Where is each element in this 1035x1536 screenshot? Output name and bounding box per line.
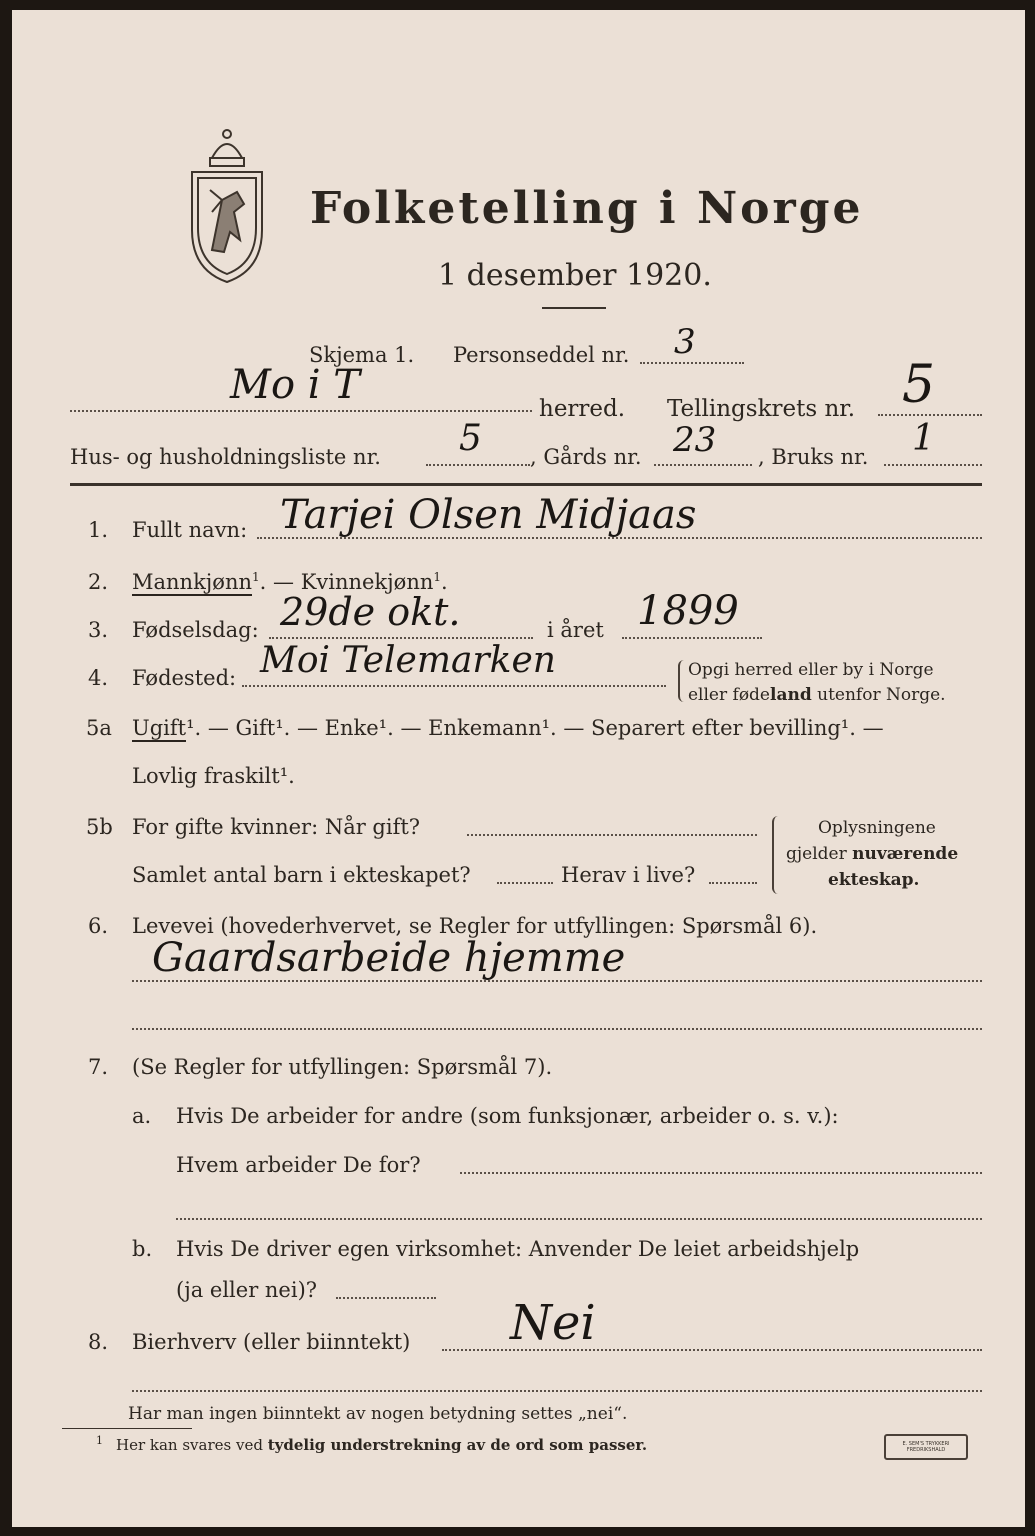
q4-note-line2: eller fødeland utenfor Norge. xyxy=(688,685,946,705)
q5b-gift-line[interactable] xyxy=(467,834,757,836)
q6-label: Levevei (hovederhvervet, se Regler for utfyllingen: Spørsmål 6). xyxy=(132,914,818,938)
q3-label: Fødselsdag: xyxy=(132,618,259,642)
q7b-sub: (ja eller nei)? xyxy=(176,1278,318,1302)
q1-number: 1. xyxy=(88,518,109,542)
footnote-mark: 1 xyxy=(96,1434,103,1447)
q8-number: 8. xyxy=(88,1330,109,1354)
q5b-note-brace xyxy=(772,816,782,894)
title-divider xyxy=(542,307,606,309)
herred-label: herred. xyxy=(539,396,626,422)
q5b-label3: Herav i live? xyxy=(561,863,696,887)
q5b-barn-line[interactable] xyxy=(497,882,553,884)
q2-kvinnekjonn[interactable]: Kvinnekjønn xyxy=(300,570,434,594)
q5b-number: 5b xyxy=(86,815,113,839)
gards-line[interactable] xyxy=(654,464,752,466)
footnote-rule xyxy=(62,1428,192,1429)
q5b-label1: For gifte kvinner: Når gift? xyxy=(132,815,421,839)
nei-note: Har man ingen biinntekt av nogen betydning settes „nei“. xyxy=(128,1404,628,1424)
personseddel-label: Personseddel nr. xyxy=(453,343,630,367)
q7a-line1[interactable] xyxy=(460,1172,982,1174)
q7b-line[interactable] xyxy=(336,1297,436,1299)
printer-stamp: E. SEM'S TRYKKERI FREDRIKSHALD xyxy=(884,1434,968,1460)
q7a-label: Hvis De arbeider for andre (som funksjonær, arbeider o. s. v.): xyxy=(176,1104,839,1128)
q6-line2[interactable] xyxy=(132,1028,982,1030)
q4-value: Moi Telemarken xyxy=(260,640,556,681)
skjema-label: Skjema 1. xyxy=(309,343,415,367)
q6-line1[interactable] xyxy=(132,980,982,982)
tellingskrets-label: Tellingskrets nr. xyxy=(667,396,856,422)
q6-value: Gaardsarbeide hjemme xyxy=(152,935,626,981)
q5a-line2: Lovlig fraskilt¹. xyxy=(132,764,295,788)
q4-note-line1: Opgi herred eller by i Norge xyxy=(688,660,934,680)
q7-number: 7. xyxy=(88,1055,109,1079)
q3-value: 29de okt. xyxy=(280,590,461,634)
q5a-ugift[interactable]: Ugift xyxy=(132,716,187,740)
q2-number: 2. xyxy=(88,570,109,594)
q5b-note3: ekteskap. xyxy=(828,870,920,890)
coat-of-arms-icon xyxy=(182,120,272,290)
q7b-letter: b. xyxy=(132,1237,153,1261)
q4-line[interactable] xyxy=(242,685,666,687)
q5b-note1: Oplysningene xyxy=(818,818,936,838)
q3-year-line[interactable] xyxy=(622,637,762,639)
husliste-label: Hus- og husholdningsliste nr. xyxy=(70,445,381,469)
footnote-text: Her kan svares ved tydelig understrekning av de ord som passer. xyxy=(116,1436,648,1454)
q8-label: Bierhverv (eller biinntekt) xyxy=(132,1330,411,1354)
q8-value: Nei xyxy=(510,1295,596,1351)
q5b-label2: Samlet antal barn i ekteskapet? xyxy=(132,863,471,887)
q3-number: 3. xyxy=(88,618,109,642)
q3-line[interactable] xyxy=(269,637,533,639)
q3-year-label: i året xyxy=(547,618,604,642)
form-title: Folketelling i Norge xyxy=(310,183,864,234)
q7-label: (Se Regler for utfyllingen: Spørsmål 7). xyxy=(132,1055,553,1079)
personseddel-line[interactable] xyxy=(640,362,744,364)
q5a-options: Ugift¹. — Gift¹. — Enke¹. — Enkemann¹. — Separert efter bevilling¹. — xyxy=(132,716,884,740)
q4-number: 4. xyxy=(88,666,109,690)
q2-options: Mannkjønn$^1$. — Kvinnekjønn$^1$. xyxy=(132,570,448,594)
header-rule xyxy=(70,483,982,486)
q6-number: 6. xyxy=(88,914,109,938)
bruks-label: , Bruks nr. xyxy=(758,445,869,469)
gards-label: , Gårds nr. xyxy=(530,445,642,469)
q1-value: Tarjei Olsen Midjaas xyxy=(280,492,697,538)
q1-label: Fullt navn: xyxy=(132,518,248,542)
q5a-number: 5a xyxy=(86,716,112,740)
q7a-sub: Hvem arbeider De for? xyxy=(176,1153,421,1177)
husliste-line[interactable] xyxy=(426,464,530,466)
q3-year-value: 1899 xyxy=(637,588,739,634)
husliste-value: 5 xyxy=(459,418,482,459)
census-form-paper xyxy=(12,10,1025,1527)
q2-mannkjonn[interactable]: Mannkjønn xyxy=(132,570,253,594)
q8-line2[interactable] xyxy=(132,1390,982,1392)
gards-value: 23 xyxy=(673,420,717,460)
q5b-live-line[interactable] xyxy=(709,882,757,884)
personseddel-value: 3 xyxy=(674,322,696,362)
census-date: 1 desember 1920. xyxy=(438,258,712,293)
herred-line[interactable] xyxy=(70,410,532,412)
q7a-letter: a. xyxy=(132,1104,152,1128)
q7b-label: Hvis De driver egen virksomhet: Anvender De leiet arbeidshjelp xyxy=(176,1237,860,1261)
q4-label: Fødested: xyxy=(132,666,237,690)
herred-value: Mo i T xyxy=(230,362,360,408)
tellingskrets-value: 5 xyxy=(902,355,936,415)
q4-note-brace xyxy=(678,660,686,702)
q7a-line2[interactable] xyxy=(176,1218,982,1220)
bruks-value: 1 xyxy=(912,418,935,459)
q5b-note2: gjelder nuværende xyxy=(786,844,959,864)
bruks-line[interactable] xyxy=(884,464,982,466)
